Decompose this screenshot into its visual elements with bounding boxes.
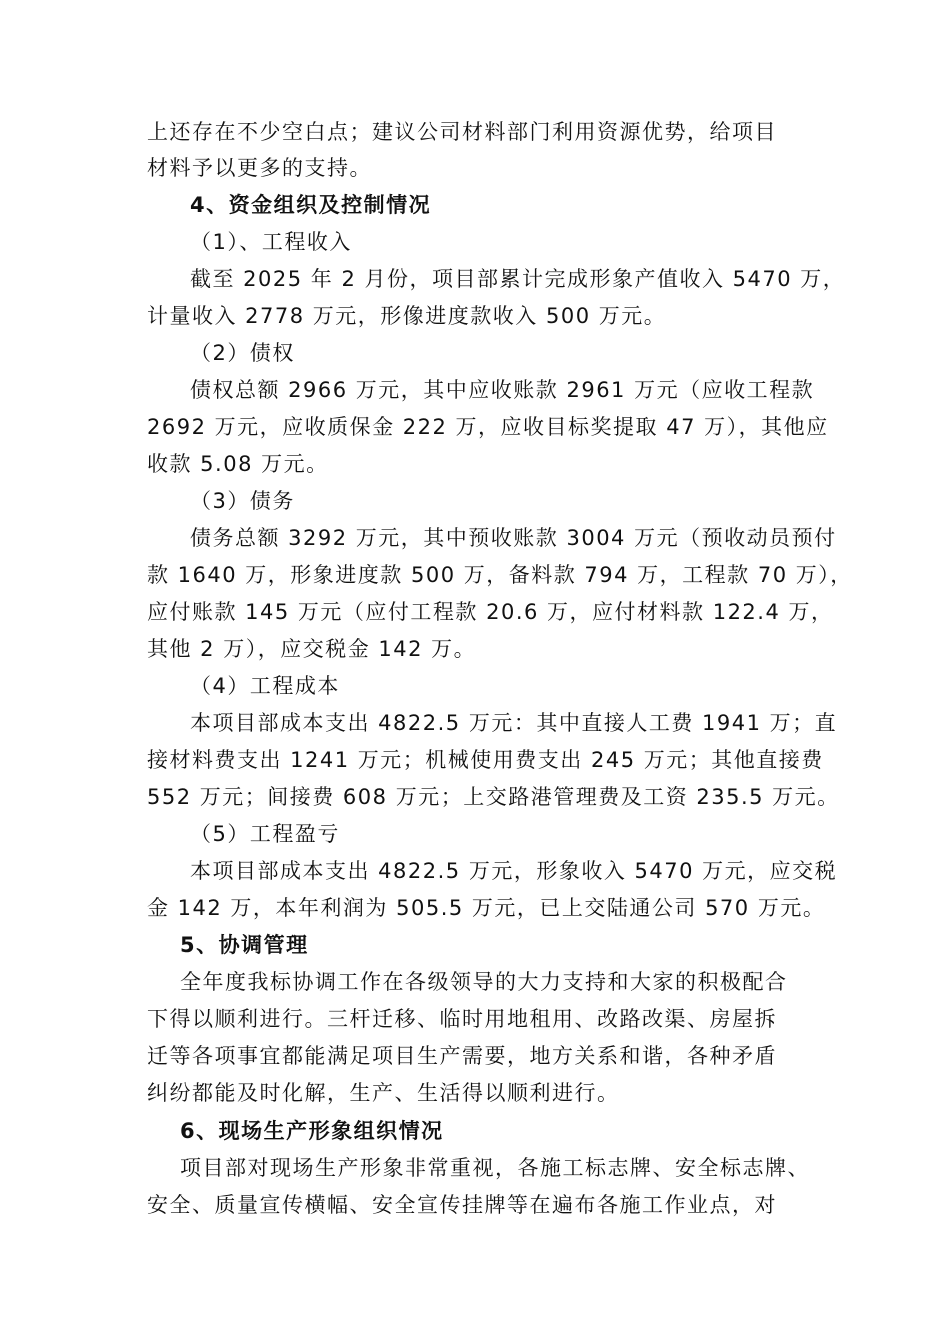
body-line: 债权总额 2966 万元，其中应收账款 2961 万元（应收工程款: [190, 378, 815, 402]
body-line: 其他 2 万），应交税金 142 万。: [147, 637, 477, 661]
body-line: 收款 5.08 万元。: [147, 452, 329, 476]
body-line: 金 142 万，本年利润为 505.5 万元，已上交陆通公司 570 万元。: [147, 896, 826, 920]
section-heading: 6、现场生产形象组织情况: [180, 1119, 444, 1143]
subsection-heading: （4）工程成本: [190, 674, 340, 698]
body-line: 2692 万元，应收质保金 222 万，应收目标奖提取 47 万），其他应: [147, 415, 829, 439]
body-line: 552 万元；间接费 608 万元；上交路港管理费及工资 235.5 万元。: [147, 785, 840, 809]
subsection-heading: （1）、工程收入: [190, 230, 352, 254]
body-line: 计量收入 2778 万元，形像进度款收入 500 万元。: [147, 304, 667, 328]
subsection-heading: （3）债务: [190, 489, 295, 513]
body-line: 本项目部成本支出 4822.5 万元，形象收入 5470 万元，应交税: [190, 859, 838, 883]
body-line: 项目部对现场生产形象非常重视，各施工标志牌、安全标志牌、: [180, 1156, 810, 1180]
section-heading: 5、协调管理: [180, 933, 309, 957]
body-line: 迁等各项事宜都能满足项目生产需要，地方关系和谐，各种矛盾: [147, 1044, 777, 1068]
body-line: 款 1640 万，形象进度款 500 万，备料款 794 万，工程款 70 万），: [147, 563, 853, 587]
subsection-heading: （2）债权: [190, 341, 295, 365]
body-line: 上还存在不少空白点；建议公司材料部门利用资源优势，给项目: [147, 120, 777, 144]
subsection-heading: （5）工程盈亏: [190, 822, 340, 846]
body-line: 全年度我标协调工作在各级领导的大力支持和大家的积极配合: [180, 970, 788, 994]
body-line: 下得以顺利进行。三杆迁移、临时用地租用、改路改渠、房屋拆: [147, 1007, 777, 1031]
body-line: 应付账款 145 万元（应付工程款 20.6 万，应付材料款 122.4 万，: [147, 600, 834, 624]
body-line: 截至 2025 年 2 月份，项目部累计完成形象产值收入 5470 万，: [190, 267, 846, 291]
body-line: 本项目部成本支出 4822.5 万元：其中直接人工费 1941 万；直: [190, 711, 838, 735]
body-line: 接材料费支出 1241 万元；机械使用费支出 245 万元；其他直接费: [147, 748, 824, 772]
body-line: 安全、质量宣传横幅、安全宣传挂牌等在遍布各施工作业点，对: [147, 1193, 777, 1217]
section-heading: 4、资金组织及控制情况: [190, 193, 432, 217]
body-line: 纠纷都能及时化解，生产、生活得以顺利进行。: [147, 1081, 620, 1105]
body-line: 材料予以更多的支持。: [147, 156, 372, 180]
body-line: 债务总额 3292 万元，其中预收账款 3004 万元（预收动员预付: [190, 526, 837, 550]
